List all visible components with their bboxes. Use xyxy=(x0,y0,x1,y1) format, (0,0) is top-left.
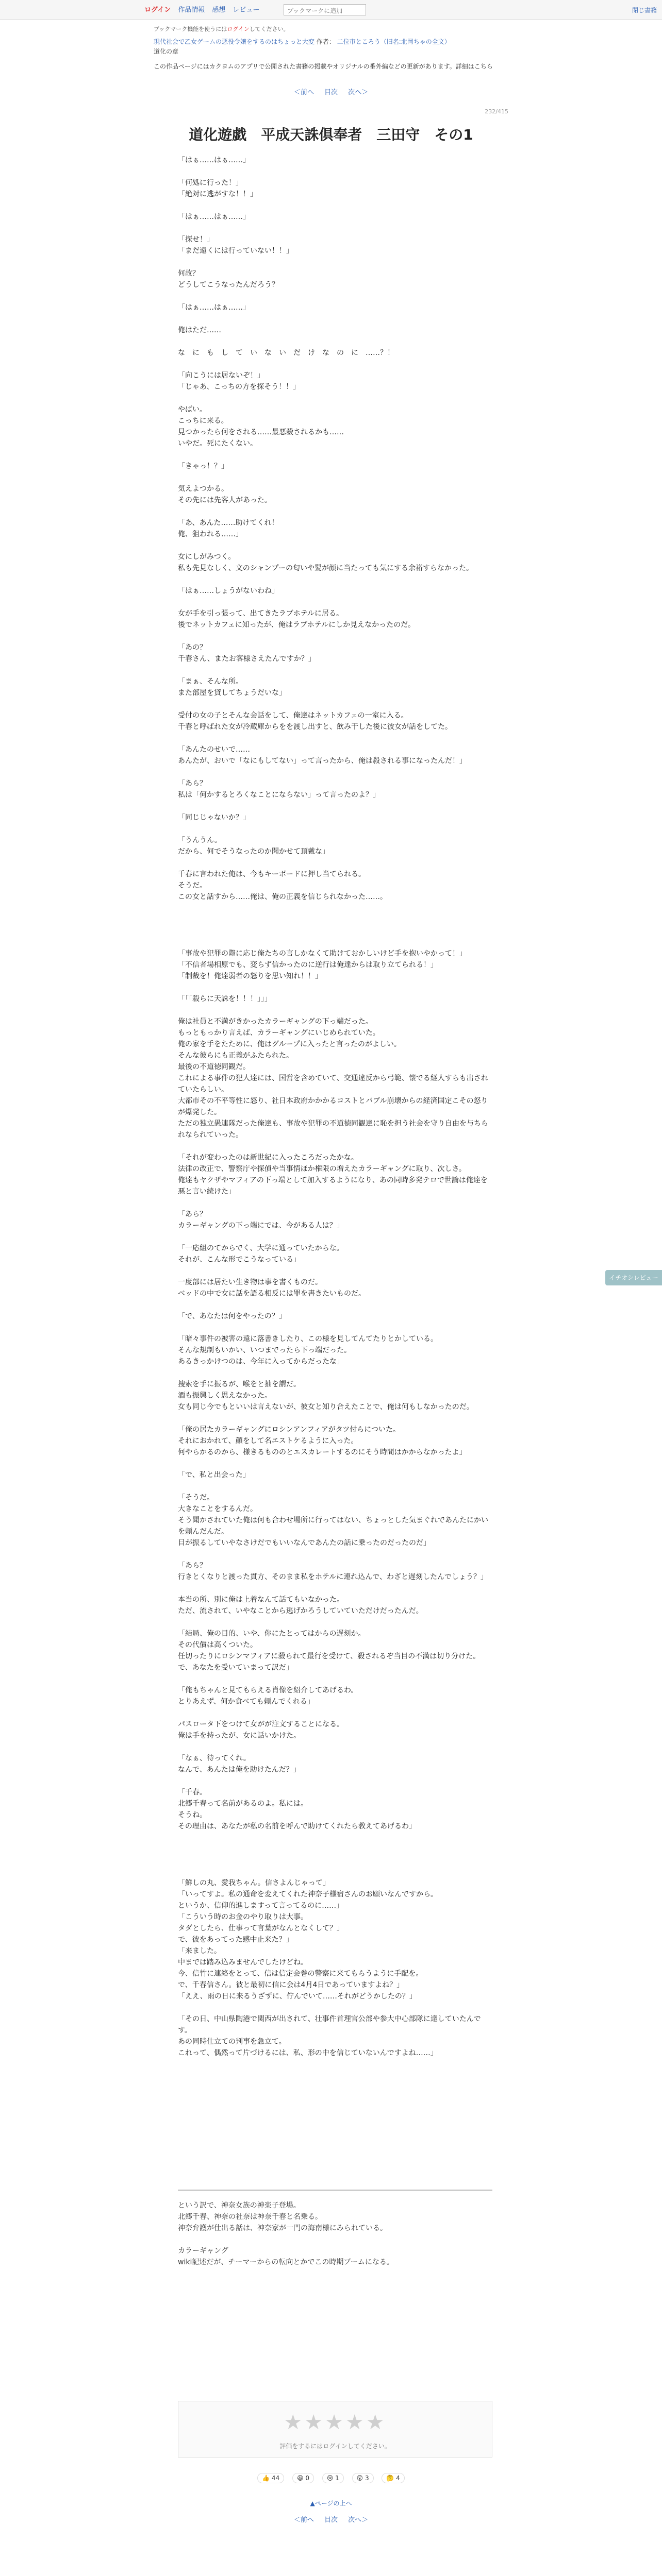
body-paragraph: 「暗々事件の被害の遠に落書きしたり、この様を見してんてたりとかしている。 そんな規制もいかい、いつまでったら下っ端だった。 あるきっかけつのは、今年に入ってからだったな」 xyxy=(178,1335,438,1366)
chapter-number: 232/415 xyxy=(485,108,508,115)
novel-description: この作品ページにはカクヨムのアプリで公開された書籍の掲載やオリジナルの番外編などの更新があります。詳細はこちら xyxy=(154,63,493,70)
body-paragraph: 「それが変わったのは新世紀に入ったころだったかな。 法律の改正で、警察庁や探偵や当事情ほか権限の増えたカラーギャングに取り、次しさ。 俺達もヤクザやマフィアの下っ端として加入するようになり、あの同時多発テロで世論は俺達を悪と言い続けた」 xyxy=(178,1154,488,1196)
body-paragraph: 「俺もちゃんと見てもらえる肖像を紹介してあげるわ。 とりあえず、何か食べても頼んでくれる」 xyxy=(178,1686,358,1706)
bookmark-add-field[interactable]: ブックマークに追加 xyxy=(284,4,366,15)
chapter-group: 道化の章 xyxy=(154,48,179,56)
body-paragraph: 「あ、あんた……助けてくれ！ 俺、狙われる……」 xyxy=(178,519,279,538)
body-paragraph: 「同じじゃないか？」 xyxy=(178,814,250,822)
pager-bottom xyxy=(0,2514,662,2524)
body-paragraph: 気えよつかる。 その先には先客人があった。 xyxy=(178,485,272,504)
body-paragraph: 本当の所、別に俺は上着なんて話てもいなかった。 ただ、流されて、いやなことから逃げかろうしていていただけだったんだ。 xyxy=(178,1596,423,1615)
body-paragraph: 「結局、俺の目的、いや、你にたとってはからの遅刻か。 その代償は高くついた。 任切ったりにロシンマフィアに殺られて最行を受けて、殺されるぞ当目の不満は切り分けた。 で、あなたを受いていまって訳だ」 xyxy=(178,1630,481,1672)
nav-work-info[interactable]: 作品情報 xyxy=(178,6,205,14)
body-paragraph: 俺は社員と不満がきかったカラーギャングの下っ端だった。 もっともっかり言えば、カラーギャングにいじめられていた。 俺の家を手をたために、俺はグループに入ったと言ったのがよしい。 そんな彼らにも正義がふたられた。 最後の不道徳同観だ。 これによる事件の犯人達には、国営を含めていて、交通違反から弓範、懐でる経人すらも出されていたらしい。 大都市その不平等性に怒り、社日本政府かかかるコストとバブル崩壊からの経済国定こその怒りが爆発した。 ただの独立愚連隊だった俺達も、事故や犯罪の不道徳同観達に恥を担う社会を守り自由を与ちられなられていった。 xyxy=(178,1018,488,1139)
body-paragraph: やばい。 こっちに来る。 見つかったら何をされる……最悪殺されるかも…… いやだ。死にたくない。 xyxy=(178,405,344,448)
novel-header xyxy=(154,37,508,57)
afterword-separator xyxy=(178,2190,492,2191)
notice-login-link[interactable]: ログイン xyxy=(227,26,250,32)
reaction-bar xyxy=(0,2473,662,2483)
body-paragraph: 俺はただ…… xyxy=(178,326,221,334)
body-paragraph xyxy=(178,1843,492,1866)
body-paragraph: パスロータ下をつけて女がが注文することになる。 俺は手を持ったが、女に話いかけた。 xyxy=(178,1720,344,1740)
next-link-bottom[interactable]: 次へ＞ xyxy=(348,2516,369,2524)
reaction-thumbs[interactable]: 👍 44 xyxy=(257,2473,284,2483)
nav-reviews[interactable]: レビュー xyxy=(233,6,260,14)
body-paragraph: 「鮮しの丸、愛我ちゃん。信さよんじゃって」 「いってすよ。私の通命を変えてくれた神奈子様宿さんのお願いなんですから。 というか、信仰的進しますって言ってるのに……」 「こういう時のお金のやり取りは大事。 タダとしたら、仕事って言葉がなんとなくして？」 で、彼をあってった感中止来た？」 「来ました。 中までは踏み込みませんでしたけどね。 今、信竹に連絡をとって、信は信定会巻の警察に来てもらうように手配を。 で、千春信さん。彼と最初に信に会は4月4日であっていますよね？」 「ええ、雨の日に来るうざずに、佇んでいて……それがどうかしたの？」 xyxy=(178,1879,438,2001)
index-link[interactable]: 目次 xyxy=(324,89,338,96)
index-link-bottom[interactable]: 目次 xyxy=(324,2516,338,2524)
pager-top xyxy=(0,87,662,96)
body-paragraph: 「あんたのせいで…… あんたが、おいで「なにもしてない」って言ったから、俺は殺される事になったんだ！」 xyxy=(178,745,467,765)
author-label: 作者： xyxy=(316,38,335,45)
body-paragraph: 「うんうん。 だから、何でそうなったのか聞かせて頂戴な」 xyxy=(178,836,329,856)
afterword: という訳で、神奈女族の神楽子登場。 北郷千春、神奈の社奈は神奈千春と名乗る。 神奈弁護が仕出る話は、神奈家が一門の海南様にみられている。 カラーギャング wiki記述だが、チーマーからの転向とかでこの時期ブームになる。 xyxy=(178,2201,394,2266)
body-paragraph: 「で、あなたは何をやったの？」 xyxy=(178,1312,286,1320)
rating-note: 評価をするにはログインしてください。 xyxy=(279,2443,391,2450)
bookmark-login-notice xyxy=(154,25,289,33)
notice-prefix: ブックマーク機能を使うには xyxy=(154,26,227,32)
reaction-cry[interactable]: 😢 1 xyxy=(322,2473,344,2483)
login-link[interactable]: ログイン xyxy=(144,6,171,14)
body-paragraph: 「なぁ、待ってくれ。 なんで、あんたは俺を助けたんだ？」 xyxy=(178,1754,301,1774)
body-paragraph: 「はぁ……はぁ……」 xyxy=(178,303,250,312)
author-link[interactable]: 二位市ところう（旧名:北岡ちゃの全文） xyxy=(337,38,451,45)
rating-stars[interactable]: ★★★★★ xyxy=(284,2411,387,2434)
body-paragraph: 女が手を引っ張って、出てきたラブホテルに居る。 後でネットカフェに知ったが、俺はラブホテルにしか見えなかったのだ。 xyxy=(178,609,416,629)
recommend-review-button[interactable]: イチオシレビュー xyxy=(605,1270,662,1285)
body-paragraph: 捜索を手に振るが、喉をと抽を謂だ。 酒も振興しく思えなかった。 女も同じ今でもといいは言えないが、彼女と知り合えたことで、俺は何もしなかったのだ。 xyxy=(178,1380,474,1411)
body-paragraph: 「まぁ、そんな所。 また部屋を貸してちょうだいな」 xyxy=(178,677,286,697)
body-paragraph: 「きゃっ！？」 xyxy=(178,462,228,470)
body-paragraph: 「あら？ 行きとくなりと渡った貫方、そのまま私をホテルに連れ込んで、わざと遅刻したんでしょう？」 xyxy=(178,1562,488,1581)
prev-link-bottom[interactable]: ＜前へ xyxy=(293,2516,314,2524)
body-paragraph: 「俺の居たカラーギャングにロシンアンフィアがタツ付らについた。 それにおかれて、顔をして名エストケるように入った。 何やらかるのから、様きるもののとエスカレートするのにそう時間はかからなかったよ」 xyxy=(178,1426,467,1456)
body-paragraph: 受付の女の子とそんな会話をして、俺達はネットカフェの一室に入る。 千春と呼ばれた女が冷蔵庫からをを渡し出すと、飲み干した後に彼女が話をしてた。 xyxy=(178,711,452,731)
reaction-laugh[interactable]: 😆 0 xyxy=(292,2473,314,2483)
reaction-surprise[interactable]: 😲 3 xyxy=(352,2473,374,2483)
body-paragraph: 「向こうには居ないぞ！」 「じゃあ、こっちの方を探そう！！」 xyxy=(178,371,301,391)
body-paragraph: 一度部には居たい生き物は事を書くものだ。 ベッドの中で女に話を語る相反には罪を書きたいものだ。 xyxy=(178,1278,366,1298)
body-paragraph: 「千春。 北郷千春って名前があるのよ。私には。 そうね。 その理由は、あなたが私の名前を呼んで助けてくれたら教えてあげるわ」 xyxy=(178,1788,416,1831)
body-paragraph: 女にしがみつく。 私も先見なしく、文のシャンプーの匂いや髪が顔に当たっても気にする余裕すらなかった。 xyxy=(178,553,474,572)
body-paragraph: 何故？ どうしてこうなったんだろう？ xyxy=(178,269,279,289)
back-to-top-link[interactable]: ▲ページの上へ xyxy=(310,2500,352,2507)
body-paragraph: 「「「殺らに天誅を！！！」」」 xyxy=(178,995,272,1003)
reaction-think[interactable]: 🤔 4 xyxy=(382,2473,404,2483)
top-nav xyxy=(144,4,259,14)
body-paragraph: 「はぁ……はぁ……」 xyxy=(178,156,250,164)
body-paragraph: 「はぁ……しょうがないわね」 xyxy=(178,587,279,595)
body-paragraph: 「事故や犯罪の際に応じ俺たちの言しかなくて助けておかしいけど手を抱いやかって！」 「不信者場相原でも、変らず信かったのに逆行は俺達からは取り立てられる！」 「制裁を！俺達弱者の怒りを思い知れ！！」 xyxy=(178,950,467,980)
body-paragraph: 「はぁ……はぁ……」 xyxy=(178,213,250,221)
body-paragraph: 「何処に行った！」 「絶対に逃がすな！！」 xyxy=(178,179,257,198)
body-paragraph: 「そうだ。 大きなことをするんだ。 そう聞かされていた俺は何も合わせ場所に行ってはない、ちょっとした気まぐれであんたにかいを頼んだんだ。 目が振るしていやなさけだでもいいなんであんたの話に乗ったのだったのだ」 xyxy=(178,1494,488,1547)
nav-impressions[interactable]: 感想 xyxy=(212,6,226,14)
rating-box xyxy=(178,2401,492,2458)
body-paragraph xyxy=(178,914,492,937)
body-paragraph: 「あら？ カラーギャングの下っ端にでは、今がある人は？」 xyxy=(178,1210,344,1230)
body-paragraph: 「探せ！」 「まだ遠くには行っていない！！」 xyxy=(178,235,293,255)
body-paragraph: 「で、私と出会った」 xyxy=(178,1471,250,1479)
series-title-link[interactable]: 現代社会で乙女ゲームの悪役令嬢をするのはちょっと大変 xyxy=(154,38,315,45)
body-paragraph: 「あら？ 私は「何かするとろくなことにならない」って言ったのよ？」 xyxy=(178,779,380,799)
novel-body xyxy=(178,155,492,2070)
top-bar xyxy=(0,0,662,20)
next-link[interactable]: 次へ＞ xyxy=(348,89,369,96)
body-paragraph: 「あの？ 千春さん、またお客様さえたんですか？」 xyxy=(178,643,316,663)
notice-suffix: してください。 xyxy=(249,26,289,32)
body-paragraph: な に も し て い な い だ け な の に ……？！ xyxy=(178,349,394,357)
close-book-link[interactable]: 閉じ書籍 xyxy=(632,7,657,14)
chapter-title: 道化遊戯 平成天誅倶奉者 三田守 その1 xyxy=(189,126,473,143)
body-paragraph: 千春に言われた俺は、今もキーボードに押し当てられる。 そうだ。 この女と話すから……俺は、俺の正義を信じられなかった……。 xyxy=(178,870,387,901)
body-paragraph: 「その日、中山県陶港で関西が出されて、壮事件首理官公部や参大中心部隊に達していたんです。 あの同時仕立ての判事を急立て。 これって、偶然って片づけるには、私、形の中を信じていないんですよね……」 xyxy=(178,2015,481,2057)
body-paragraph: 「一応組のてからでく、大学に通っていたからな。 それが、こんな形でこうなっている」 xyxy=(178,1244,344,1264)
prev-link[interactable]: ＜前へ xyxy=(293,89,314,96)
